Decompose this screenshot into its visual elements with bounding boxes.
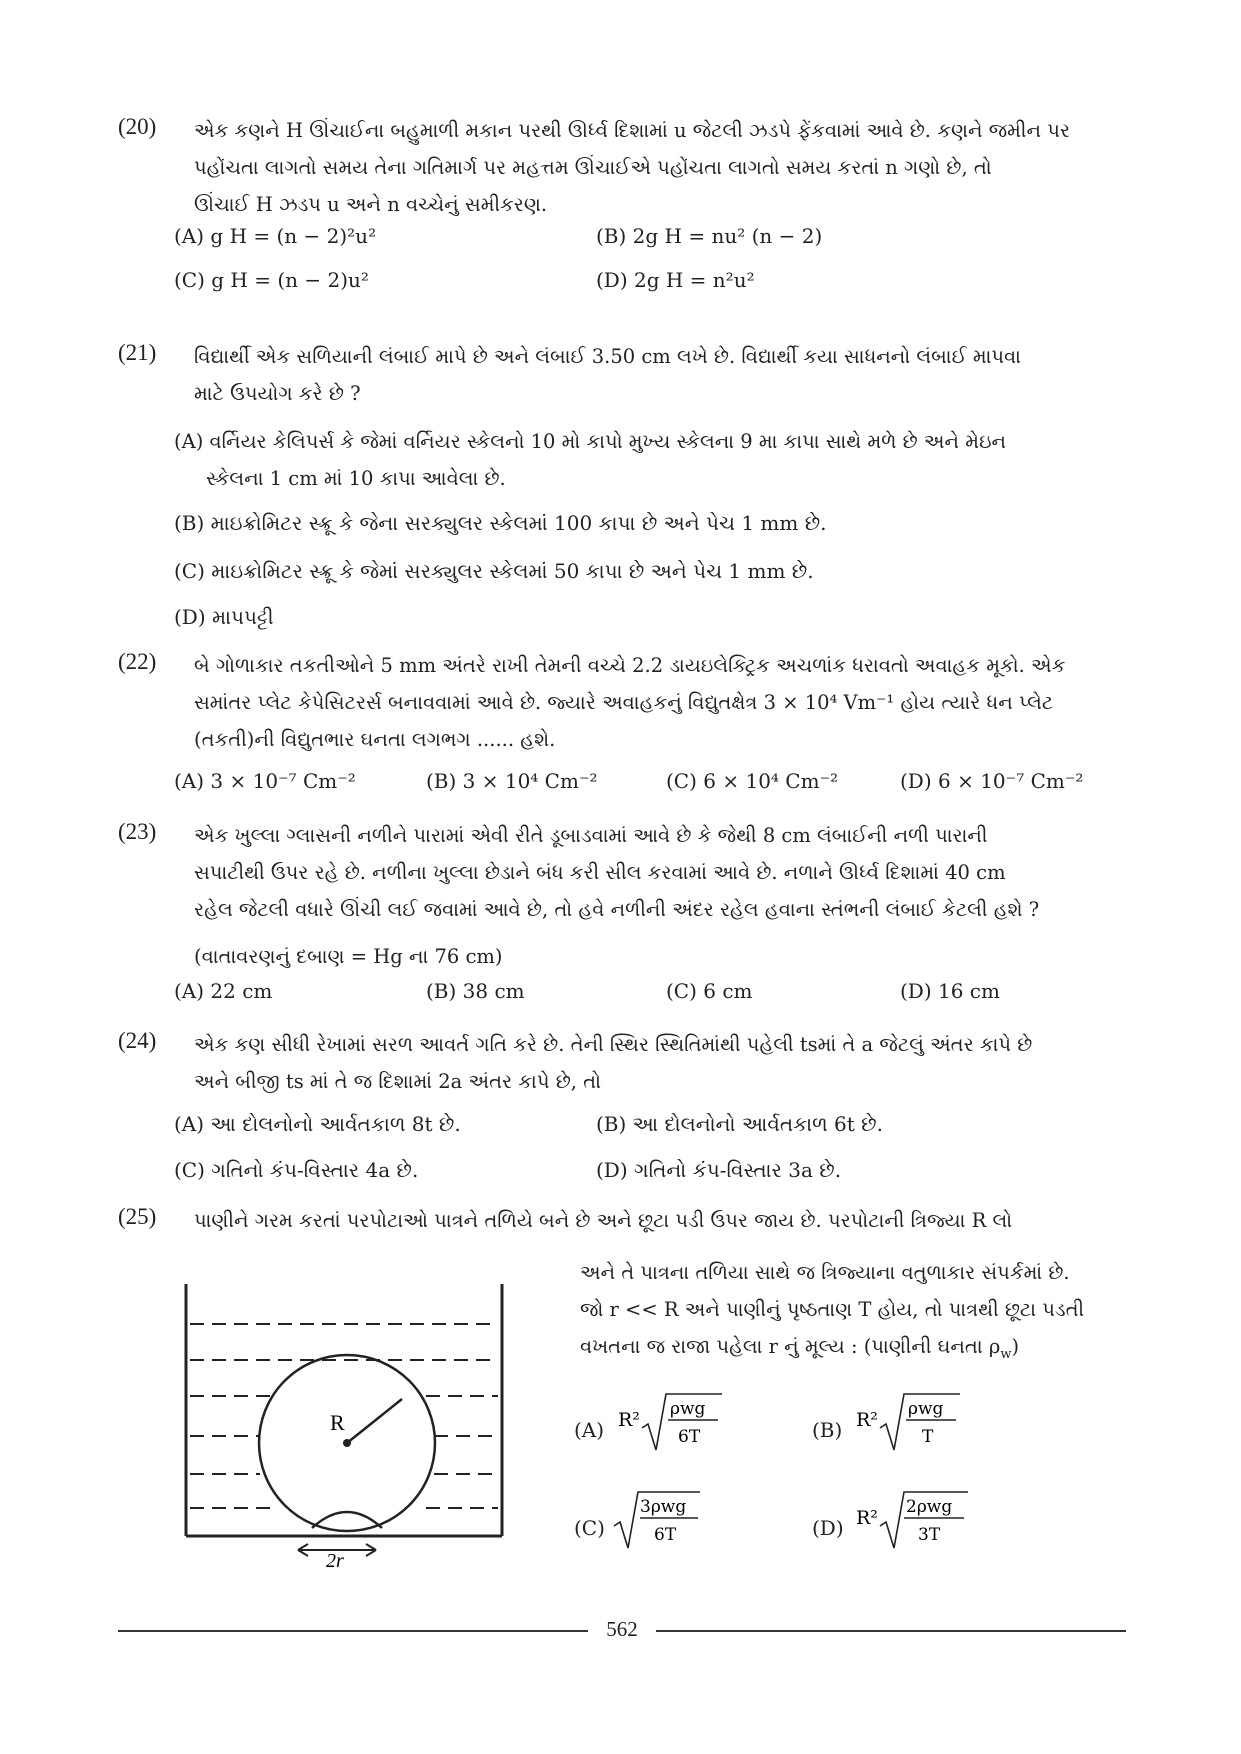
- option-a-line: (A) વર્નિયર કેલિપર્સ કે જેમાં વર્નિયર સ્કેલનો 10 મો કાપો મુખ્ય સ્કેલના 9 મા કાપા સાથે મળે છે અને મેઇન: [174, 430, 1007, 453]
- contact-label: 2r: [326, 1550, 344, 1568]
- question-line: માટે ઉપયોગ કરે છે ?: [194, 382, 361, 405]
- question-text: [194, 1026, 1130, 1100]
- option-a: (A) 22 cm: [174, 979, 273, 1003]
- question-line: સમાંતર પ્લેટ કેપેસિટરર્સ બનાવવામાં આવે છે. જ્યારે અવાહકનું વિદ્યુતક્ષેત્ર 3 × 10⁴ Vm⁻¹ હોય ત્યારે ધન પ્લેટ: [194, 691, 1054, 714]
- option-b: (B) માઇક્રોમિટર સ્ક્રૂ કે જેના સરક્યુલર સ્કેલમાં 100 કાપા છે અને પેચ 1 mm છે.: [174, 511, 827, 535]
- formula-a: [618, 1388, 728, 1456]
- question-text: [194, 112, 1130, 223]
- question-line: અને બીજી ts માં તે જ દિશામાં 2a અંતર કાપે છે, તો: [194, 1070, 601, 1093]
- option-d: (D) માપપટ્ટી: [174, 605, 274, 629]
- question-line: રહેલ જેટલી વધારે ઊંચી લઈ જવામાં આવે છે, તો હવે નળીની અંદર રહેલ હવાના સ્તંભની લંબાઈ કેટલી હશે ?: [194, 898, 1040, 921]
- radius-label: R: [330, 1410, 345, 1435]
- formula-c: [612, 1486, 712, 1554]
- question-number: (21): [118, 340, 157, 365]
- footer-rule-left: [118, 1630, 588, 1632]
- formula-coefficient: R²: [856, 1507, 878, 1529]
- option-d: (D) 16 cm: [900, 979, 1000, 1003]
- option-a-label: (A): [574, 1418, 605, 1442]
- option-b-label: (B): [812, 1418, 843, 1442]
- question-line: બે ગોળાકાર તકતીઓને 5 mm અંતરે રાખી તેમની વચ્ચે 2.2 ડાયઇલેક્ટ્રિક અચળાંક ધરાવતો અવાહક મૂકો. એક: [194, 654, 1066, 677]
- formula-d: [856, 1486, 976, 1554]
- option-c: (C) 6 × 10⁴ Cm⁻²: [666, 769, 839, 793]
- question-line: અને તે પાત્રના તળિયા સાથે જ ત્રિજ્યાના વતુળાકાર સંપર્કમાં છે.: [580, 1261, 1070, 1284]
- question-text: [194, 1202, 1130, 1239]
- formula-b: [856, 1388, 966, 1456]
- formula-coefficient: R²: [618, 1409, 640, 1431]
- question-line: ઊંચાઈ H ઝડપ u અને n વચ્ચેનું સમીકરણ.: [194, 193, 548, 216]
- option-d-label: (D): [812, 1516, 844, 1540]
- question-line: સપાટીથી ઉપર રહે છે. નળીના ખુલ્લા છેડાને બંધ કરી સીલ કરવામાં આવે છે. નળાને ઊર્ધ્વ દિશામાં 40 cm: [194, 861, 1006, 884]
- question-text-right: [580, 1254, 1130, 1373]
- formula-denominator: T: [922, 1427, 934, 1447]
- option-c: (C) માઇક્રોમિટર સ્ક્રૂ કે જેમાં સરક્યુલર સ્કેલમાં 50 કાપા છે અને પેચ 1 mm છે.: [174, 559, 814, 583]
- option-d: (D) 2g H = n²u²: [596, 268, 755, 292]
- formula-denominator: 3T: [918, 1525, 941, 1545]
- question-line: જો r << R અને પાણીનું પૃષ્ઠતાણ T હોય, તો પાત્રથી છૂટા પડતી: [580, 1298, 1085, 1321]
- question-number: (23): [118, 819, 157, 844]
- question-line: એક કણને H ઊંચાઈના બહુમાળી મકાન પરથી ઊર્ધ્વ દિશામાં u જેટલી ઝડપે ફેંકવામાં આવે છે. કણને જમીન પર: [194, 119, 1070, 142]
- question-text: [194, 647, 1130, 758]
- option-a: (A) 3 × 10⁻⁷ Cm⁻²: [174, 769, 356, 793]
- option-c-label: (C): [574, 1516, 605, 1540]
- option-a: [174, 423, 1114, 497]
- radius-line: [347, 1399, 402, 1443]
- formula-numerator: ρwg: [670, 1399, 706, 1419]
- option-a: (A) g H = (n − 2)²u²: [174, 224, 377, 248]
- question-number: (25): [118, 1204, 157, 1229]
- option-b: (B) 2g H = nu² (n − 2): [596, 224, 823, 248]
- formula-numerator: ρwg: [908, 1399, 944, 1419]
- question-line: પહોંચતા લાગતો સમય તેના ગતિમાર્ગ પર મહત્તમ ઊંચાઈએ પહોંચતા લાગતો સમય કરતાં n ગણો છે, તો: [194, 156, 992, 179]
- question-number: (24): [118, 1028, 157, 1053]
- formula-denominator: 6T: [654, 1525, 677, 1545]
- option-b: (B) 3 × 10⁴ Cm⁻²: [426, 769, 598, 793]
- formula-numerator: 2ρwg: [906, 1497, 953, 1517]
- question-number: (20): [118, 114, 157, 139]
- option-a-line: સ્કેલના 1 cm માં 10 કાપા આવેલા છે.: [206, 467, 506, 490]
- formula-coefficient: R²: [856, 1409, 878, 1431]
- question-text: [194, 817, 1130, 975]
- subscript-w: w: [1000, 1346, 1012, 1362]
- question-line: [580, 1328, 1130, 1373]
- question-line-text: વખતના જ રાજા પહેલા r નું મૂલ્ય : (પાણીની ઘનતા ρ: [580, 1335, 1001, 1358]
- option-d: (D) 6 × 10⁻⁷ Cm⁻²: [900, 769, 1084, 793]
- formula-denominator: 6T: [678, 1427, 701, 1447]
- option-c: (C) ગતિનો કંપ-વિસ્તાર 4a છે.: [174, 1158, 419, 1182]
- question-text: [194, 338, 1130, 412]
- question-line: (વાતાવરણનું દબાણ = Hg ના 76 cm): [194, 945, 503, 968]
- question-line-text: ): [1011, 1335, 1020, 1358]
- footer-rule-right: [656, 1630, 1126, 1632]
- option-d: (D) ગતિનો કંપ-વિસ્તાર 3a છે.: [596, 1158, 842, 1182]
- option-c: (C) 6 cm: [666, 979, 753, 1003]
- question-line: વિદ્યાર્થી એક સળિયાની લંબાઈ માપે છે અને લંબાઈ 3.50 cm લખે છે. વિદ્યાર્થી કયા સાધનનો લંબાઈ માપવા: [194, 345, 1021, 368]
- formula-numerator: 3ρwg: [640, 1497, 687, 1517]
- question-line: (તકતી)ની વિદ્યુતભાર ઘનતા લગભગ ...... હશે.: [194, 728, 556, 751]
- bubble-center: [343, 1439, 351, 1447]
- bubble-vessel-figure: [180, 1278, 510, 1568]
- option-b: (B) 38 cm: [426, 979, 525, 1003]
- contact-arc: [312, 1512, 382, 1528]
- option-b: (B) આ દોલનોનો આર્વતકાળ 6t છે.: [596, 1112, 883, 1136]
- question-line: એક ખુલ્લા ગ્લાસની નળીને પારામાં એવી રીતે ડૂબાડવામાં આવે છે કે જેથી 8 cm લંબાઈની નળી પારાની: [194, 824, 988, 847]
- page-number: 562: [606, 1617, 638, 1641]
- option-c: (C) g H = (n − 2)u²: [174, 268, 369, 292]
- question-number: (22): [118, 649, 157, 674]
- option-a: (A) આ દોલનોનો આર્વતકાળ 8t છે.: [174, 1112, 461, 1136]
- question-line: એક કણ સીધી રેખામાં સરળ આવર્ત ગતિ કરે છે. તેની સ્થિર સ્થિતિમાંથી પહેલી tsમાં તે a જેટલું અંતર કાપે છે: [194, 1033, 1033, 1056]
- question-line: પાણીને ગરમ કરતાં પરપોટાઓ પાત્રને તળિયે બને છે અને છૂટા પડી ઉપર જાય છે. પરપોટાની ત્રિજ્યા R લો: [194, 1209, 1013, 1232]
